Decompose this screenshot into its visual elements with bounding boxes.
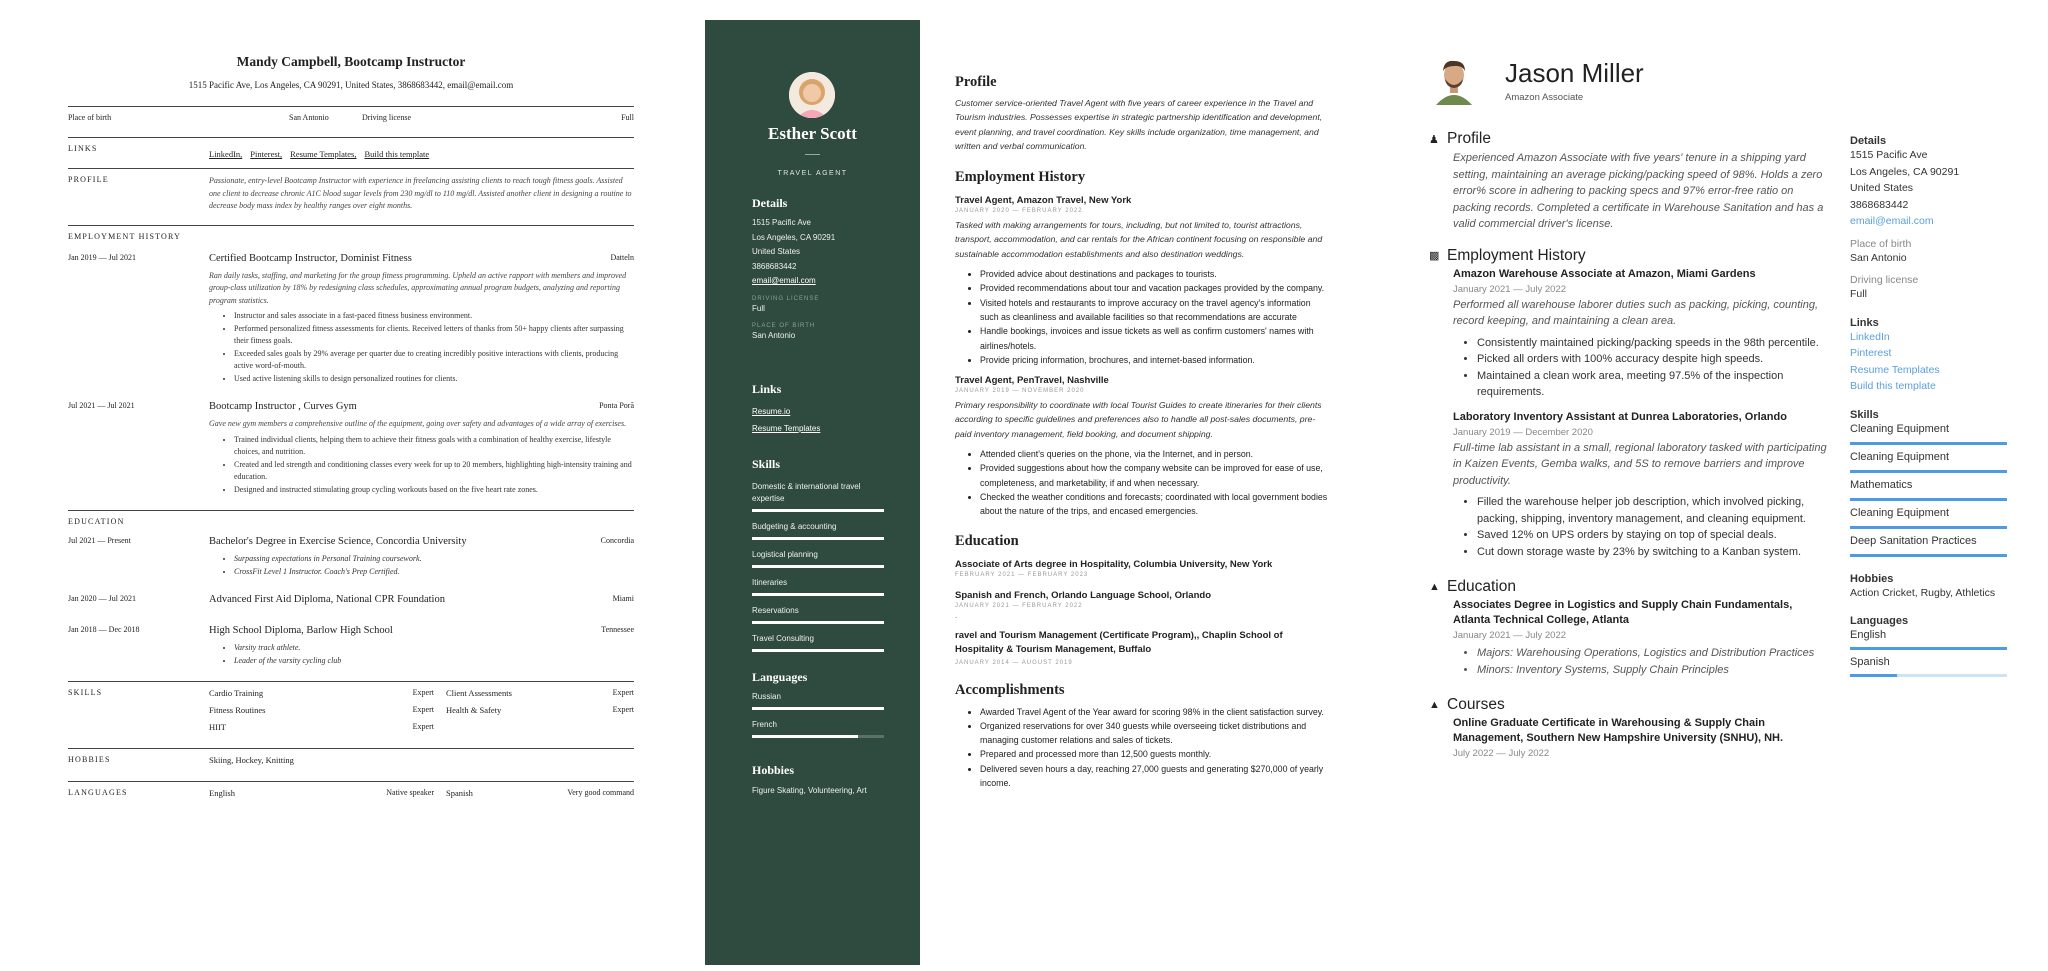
job-city: Datteln <box>610 252 634 262</box>
job-title: Travel Agent, Amazon Travel, New York <box>955 195 1132 207</box>
job-description: Ran daily tasks, staffing, and marketing for the group fitness programming. Upheld an active rapport with members and improved group-class utilization by 18% by redesigning class schedules, approximating annual program budgets, analyzing and reporting program statistics. <box>209 270 627 305</box>
language-bar-fill <box>1850 647 2007 650</box>
list-item: • Created and led strength and conditioning classes every week for up to 20 members, highlighting high-intensity training and education. <box>234 459 634 484</box>
list-item: • Prepared and processed more than 12,500 guests monthly. <box>980 747 1330 761</box>
skill-name: HIIT <box>209 722 226 732</box>
skill-level: Expert <box>412 688 434 697</box>
list-item: • Provided suggestions about how the company website can be improved for ease of use, completeness, and marketability, if and when necessary. <box>980 461 1330 490</box>
details-block <box>752 196 892 344</box>
phone: 3868683442 <box>1850 198 1909 211</box>
language-bar-fill <box>752 735 858 738</box>
dl-value: Full <box>621 113 634 122</box>
list-item: • Handle bookings, invoices and issue tickets as well as confirm customers' names with airlines/hotels. <box>980 324 1330 353</box>
divider <box>68 106 634 107</box>
section-title: Employment History <box>1447 246 1586 264</box>
dl-value: Full <box>752 303 765 313</box>
skill-name: Health & Safety <box>446 705 502 715</box>
section-title: Details <box>752 196 788 210</box>
briefcase-icon: ▩ <box>1429 250 1440 262</box>
section-title: Languages <box>752 670 808 684</box>
section-title: Details <box>1850 135 1887 147</box>
sidebar <box>705 20 920 965</box>
section-title: EMPLOYMENT HISTORY <box>68 231 182 241</box>
main-column <box>1429 130 1832 759</box>
list-item: • Provided advice about destinations and packages to tourists. <box>980 267 1330 281</box>
skill-level: Expert <box>612 705 634 714</box>
link-resume-io[interactable]: Resume.io <box>752 407 791 416</box>
skill-name: Client Assessments <box>446 688 512 698</box>
section-title: Languages <box>1850 615 1909 627</box>
skill-level: Expert <box>612 688 634 697</box>
profile-text: Experienced Amazon Associate with five years' tenure in a shipping yard setting, maintaining an average picking/packing speed of 98%. Holds a zero error% score in adhering to packing specs and 97% error-free ratio on packing records. Completed a certificate in Warehouse Sanitation and has a valid commercial driver's license. <box>1453 152 1824 230</box>
edu-city: Miami <box>612 594 634 603</box>
section-title: Education <box>955 532 1019 549</box>
list-item: • Surpassing expectations in Personal Training coursework. <box>234 553 634 566</box>
list-item: • Used active listening skills to design personalized routines for clients. <box>234 373 634 386</box>
sidebar-role: TRAVEL AGENT <box>777 170 848 177</box>
section-title: SKILLS <box>68 688 103 697</box>
skill-name: Fitness Routines <box>209 705 266 715</box>
stray-dot: . <box>955 610 958 620</box>
list-item: • Provide pricing information, brochures, and internet-based information. <box>980 353 1330 367</box>
language-bar-fill <box>752 707 884 710</box>
list-item: • Majors: Warehousing Operations, Logistics and Distribution Practices <box>1477 645 1832 662</box>
skill-name: Cardio Training <box>209 688 264 698</box>
job-dates: JANUARY 2020 — FEBRUARY 2022 <box>955 208 1083 215</box>
list-item: • Minors: Inventory Systems, Supply Chain Principles <box>1477 662 1832 679</box>
section-title: PROFILE <box>68 175 109 184</box>
address-line: United States <box>752 247 801 256</box>
job-city: Ponta Porã <box>599 401 634 410</box>
list-item: • CrossFit Level 1 Instructor. Coach's Prep Certified. <box>234 566 634 579</box>
list-item: • Picked all orders with 100% accuracy despite high speeds. <box>1477 351 1832 368</box>
sidebar-name: Esther Scott <box>768 124 857 143</box>
job-dates: January 2021 — July 2022 <box>1453 283 1567 295</box>
job-description: Primary responsibility to coordinate with local Tourist Guides to create itineraries for their clients according to specific guidelines and preferences also to handle all post-sales documents, pre-paid inventory management, field booking, and document shipping. <box>955 400 1322 439</box>
list-item: • Delivered seven hours a day, reaching 27,000 guests and generating $270,000 of yearly income. <box>980 762 1330 791</box>
resume-name: Mandy Campbell, Bootcamp Instructor <box>236 54 466 69</box>
section-title: Skills <box>1850 408 1879 421</box>
skill-bar <box>752 649 884 652</box>
skill-name: Cleaning Equipment <box>1850 506 1950 519</box>
language-bar-fill <box>1850 674 1897 677</box>
list-item: • Maintained a clean work area, meeting 97.5% of the inspection requirements. <box>1477 368 1832 401</box>
skill-name: Logistical planning <box>752 550 818 559</box>
skill-name: Cleaning Equipment <box>1850 422 1950 435</box>
link-resume-templates[interactable]: Resume Templates, <box>290 149 357 159</box>
language-name: Spanish <box>1850 656 1890 668</box>
skill-name: Mathematics <box>1850 478 1913 491</box>
skill-bar <box>752 593 884 596</box>
edu-title: Spanish and French, Orlando Language School, Orlando <box>955 589 1211 601</box>
pob-value: San Antonio <box>752 331 796 340</box>
list-item: • Instructor and sales associate in a fast-paced fitness business environment. <box>234 310 634 323</box>
address-line: Los Angeles, CA 90291 <box>752 232 836 242</box>
profile-text: Customer service-oriented Travel Agent with five years of career experience in the Travel and Tourism industries. Possesses expertise in strategic partnership identification and development, event planning, and travel coordination. Key skills include organization, time management, and written and verbal communication. <box>955 98 1323 151</box>
dl-label: DRIVING LICENSE <box>752 295 820 302</box>
list-item: • Filled the warehouse helper job description, which involved picking, packing, shipping, inventory management, and cleaning equipment. <box>1477 494 1832 527</box>
language-bar <box>1850 647 2007 650</box>
skill-name: Reservations <box>752 606 799 615</box>
edu-dates: Jan 2020 — Jul 2021 <box>68 594 136 603</box>
list-item: • Provided recommendations about tour and vacation packages provided by the company. <box>980 281 1330 295</box>
list-item: • Awarded Travel Agent of the Year award for scoring 98% in the client satisfaction survey. <box>980 705 1330 719</box>
address-line: United States <box>1850 182 1914 194</box>
personal-info-row <box>68 113 634 133</box>
pob-label: Place of birth <box>1850 237 1912 250</box>
edu-title: ravel and Tourism Management (Certificate Program),, Chaplin School of Hospitality & Tourism Management, Buffalo <box>955 629 1283 656</box>
job-entry <box>68 253 634 386</box>
job-entry <box>68 401 634 496</box>
job-title: Travel Agent, PenTravel, Nashville <box>955 375 1109 387</box>
avatar <box>1432 55 1476 105</box>
list-item: • Visited hotels and restaurants to improve accuracy on the travel agency's information such as cleanliness and available facilities so that recommendations are accurate <box>980 296 1330 325</box>
main-column <box>955 20 1330 790</box>
section-title: Profile <box>955 74 997 90</box>
skill-name: Cleaning Equipment <box>1850 450 1950 463</box>
address-line: 1515 Pacific Ave <box>1850 149 1928 161</box>
skill-bar <box>752 621 884 624</box>
job-dates: January 2019 — December 2020 <box>1453 426 1593 438</box>
job-description: Tasked with making arrangements for tours, including, but not limited to, tourist attractions, transport, accommodation, and car rentals for the African continent focusing on responsible and sustainable accommodation establishments and also destination weddings. <box>955 220 1323 259</box>
section-header <box>1429 246 1832 265</box>
list-item: • Leader of the varsity cycling club <box>234 655 634 668</box>
edu-title: High School Diploma, Barlow High School <box>209 625 393 636</box>
course-dates: July 2022 — July 2022 <box>1453 748 1550 759</box>
graduation-cap-icon: ▲ <box>1429 581 1440 593</box>
skill-bar <box>752 509 884 512</box>
link-build-template[interactable]: Build this template <box>364 149 430 159</box>
section-title: Accomplishments <box>955 681 1065 698</box>
section-title: Hobbies <box>1850 572 1894 585</box>
list-item: • Cut down storage waste by 23% by switching to a Kanban system. <box>1477 544 1832 561</box>
edu-title: Associate of Arts degree in Hospitality, Columbia University, New York <box>955 558 1273 570</box>
language-level: Native speaker <box>386 788 434 797</box>
education-entry <box>68 594 634 605</box>
language-name: Russian <box>752 692 781 701</box>
hobbies-block <box>752 763 892 799</box>
employment-section <box>68 225 634 511</box>
address-line: Los Angeles, CA 90291 <box>1850 165 1960 178</box>
list-item: • Consistently maintained picking/packing speeds in the 98th percentile. <box>1477 335 1832 352</box>
link-resume-templates[interactable]: Resume Templates <box>1850 363 1940 376</box>
list-item: • Saved 12% on UPS orders by staying on top of special deals. <box>1477 527 1832 544</box>
link-linkedin[interactable]: LinkedIn <box>1850 330 1890 343</box>
pob-value: San Antonio <box>1850 251 1907 264</box>
edu-dates: JANUARY 2014 — AUGUST 2019 <box>955 659 1073 666</box>
skill-name: Travel Consulting <box>752 634 814 643</box>
skill-bar <box>1850 554 2007 557</box>
section-title: Employment History <box>955 169 1086 186</box>
section-header <box>1429 578 1832 596</box>
edu-title: Associates Degree in Logistics and Supply Chain Fundamentals, Atlanta Technical College, Atlanta <box>1453 599 1793 626</box>
edu-dates: Jul 2021 — Present <box>68 536 131 545</box>
edu-city: Tennessee <box>601 625 634 634</box>
language-name: Spanish <box>446 788 473 798</box>
skill-name: Itineraries <box>752 578 788 587</box>
graduation-cap-icon: ▲ <box>1429 699 1440 711</box>
skill-name: Domestic & international travel expertise <box>752 482 861 503</box>
resume-esther-scott <box>705 20 1335 965</box>
email-link[interactable]: email@email.com <box>752 276 816 285</box>
link-build-template[interactable]: Build this template <box>1850 380 1936 392</box>
link-resume-templates[interactable]: Resume Templates <box>752 424 821 433</box>
pob-label: PLACE OF BIRTH <box>752 323 816 329</box>
resume-jason-miller <box>1429 50 2012 930</box>
edu-dates: JANUARY 2021 — FEBRUARY 2022 <box>955 602 1083 609</box>
section-title: Profile <box>1447 130 1491 147</box>
edu-title: Advanced First Aid Diploma, National CPR Foundation <box>209 594 445 605</box>
email-link[interactable]: email@email.com <box>1850 215 1934 227</box>
language-bar <box>1850 674 2007 677</box>
education-entry <box>68 536 634 578</box>
contact-line: 1515 Pacific Ave, Los Angeles, CA 90291, United States, 3868683442, email@email.com <box>188 80 514 90</box>
section-header <box>1429 696 1832 714</box>
job-description: Gave new gym members a comprehensive outline of the equipment, going over safety and advantages of a wide array of exercises. <box>209 419 627 428</box>
list-item: • Checked the weather conditions and forecasts; coordinated with local government bodies about the nature of the trips, and encased emergencies. <box>980 490 1330 519</box>
section-title: Links <box>752 382 782 396</box>
section-title: EDUCATION <box>68 517 125 526</box>
language-bar <box>752 707 884 710</box>
phone: 3868683442 <box>752 261 797 271</box>
course-title: Online Graduate Certificate in Warehousing & Supply Chain Management, Southern New Hampshire University (SNHU), NH. <box>1453 717 1784 744</box>
edu-city: Concordia <box>600 536 634 545</box>
section-title: LANGUAGES <box>68 788 128 797</box>
section-title: Skills <box>752 457 781 471</box>
job-title: Bootcamp Instructor , Curves Gym <box>209 401 357 412</box>
section-title: LINKS <box>68 144 98 153</box>
address-line: 1515 Pacific Ave <box>752 218 812 227</box>
section-title: Education <box>1447 578 1516 595</box>
edu-dates: Jan 2018 — Dec 2018 <box>68 625 140 634</box>
hobbies-text: Action Cricket, Rugby, Athletics <box>1850 586 1996 599</box>
link-pinterest[interactable]: Pinterest <box>1850 347 1892 359</box>
job-dates: Jul 2021 — Jul 2021 <box>68 401 135 410</box>
resume-role: Amazon Associate <box>1505 92 1584 103</box>
list-item: • Organized reservations for over 340 guests while overseeing ticket distributions and managing customer relations and sales of tickets. <box>980 719 1330 748</box>
education-section <box>68 510 634 681</box>
job-description: Performed all warehouse laborer duties such as packing, picking, counting, record keeping, and maintaining a clean area. <box>1453 298 1819 327</box>
dl-label: Driving license <box>362 113 412 122</box>
language-name: English <box>1850 629 1887 641</box>
skill-bar <box>752 537 884 540</box>
job-title: Laboratory Inventory Assistant at Dunrea Laboratories, Orlando <box>1453 410 1787 423</box>
section-title: Links <box>1850 316 1879 329</box>
links-section <box>68 137 634 168</box>
section-header <box>1429 130 1832 148</box>
skill-bar <box>752 565 884 568</box>
job-dates: JANUARY 2019 — NOVEMBER 2020 <box>955 388 1085 395</box>
hobbies-text: Figure Skating, Volunteering, Art <box>752 786 867 795</box>
pob-value: San Antonio <box>289 113 329 122</box>
link-pinterest[interactable]: Pinterest, <box>250 149 283 159</box>
language-name: French <box>752 720 777 729</box>
dl-label: Driving license <box>1850 274 1919 286</box>
skill-level: Expert <box>412 705 434 714</box>
edu-title: Bachelor's Degree in Exercise Science, Concordia University <box>209 536 467 547</box>
education-entry <box>68 625 634 667</box>
job-dates: Jan 2019 — Jul 2021 <box>68 252 136 262</box>
skill-name: Deep Sanitation Practices <box>1850 534 1977 547</box>
language-name: English <box>209 788 235 798</box>
list-item: • Performed personalized fitness assessments for clients. Received letters of thanks from 50+ happy clients after surpassing their fitness goals. <box>234 323 634 348</box>
link-linkedin[interactable]: LinkedIn, <box>209 149 243 159</box>
list-item: • Varsity track athlete. <box>234 642 634 655</box>
skill-name: Budgeting & accounting <box>752 522 837 531</box>
list-item: • Attended client's queries on the phone, via the Internet, and in person. <box>980 447 1330 461</box>
job-title: Amazon Warehouse Associate at Amazon, Miami Gardens <box>1453 267 1756 280</box>
section-title: Courses <box>1447 696 1505 713</box>
edu-dates: January 2021 — July 2022 <box>1453 630 1567 641</box>
language-level: Very good command <box>567 788 634 797</box>
links-block <box>752 382 892 437</box>
profile-text: Passionate, entry-level Bootcamp Instructor with experience in freelancing assisting clients to reach tough fitness goals. Assisted one client to decrease chronic A1C blood sugar levels from 230 mg/dl to 110 mg/dl. Assisted another client in designing a routine to decrease body mass index by healthy ranges over eight months. <box>209 176 632 210</box>
section-title: Hobbies <box>752 763 795 777</box>
languages-block <box>752 670 892 738</box>
divider <box>805 154 820 155</box>
list-item: • Trained individual clients, helping them to achieve their fitness goals with a combination of healthy exercise, lifestyle choices, and nutrition. <box>234 434 634 459</box>
job-description: Full-time lab assistant in a small, regional laboratory tasked with participating in Kaizen Events, Gemba walks, and 5S to remove barriers and improve productivity. <box>1453 441 1827 487</box>
skills-block <box>752 457 892 652</box>
pob-label: Place of birth <box>68 113 112 122</box>
language-bar <box>752 735 884 738</box>
list-item: • Exceeded sales goals by 29% average per quarter due to creating incredibly positive interactions with clients, producing active word-of-mouth. <box>234 348 634 373</box>
skill-level: Expert <box>412 722 434 731</box>
hobbies-text: Skiing, Hockey, Knitting <box>209 755 294 765</box>
job-title: Certified Bootcamp Instructor, Dominist Fitness <box>209 252 412 264</box>
person-icon: ♟ <box>1429 133 1439 146</box>
profile-section <box>68 168 634 225</box>
avatar <box>789 72 835 118</box>
skills-section <box>68 681 634 748</box>
edu-dates: FEBRUARY 2021 — FEBRUARY 2023 <box>955 571 1089 578</box>
dl-value: Full <box>1850 288 1867 300</box>
list-item: • Designed and instructed stimulating group cycling workouts based on the five heart rate zones. <box>234 484 634 497</box>
hobbies-section <box>68 748 634 781</box>
resume-mandy-campbell <box>68 40 634 920</box>
resume-name: Jason Miller <box>1505 58 1644 88</box>
languages-section <box>68 781 634 804</box>
section-title: HOBBIES <box>68 755 111 764</box>
side-column <box>1850 135 2010 677</box>
